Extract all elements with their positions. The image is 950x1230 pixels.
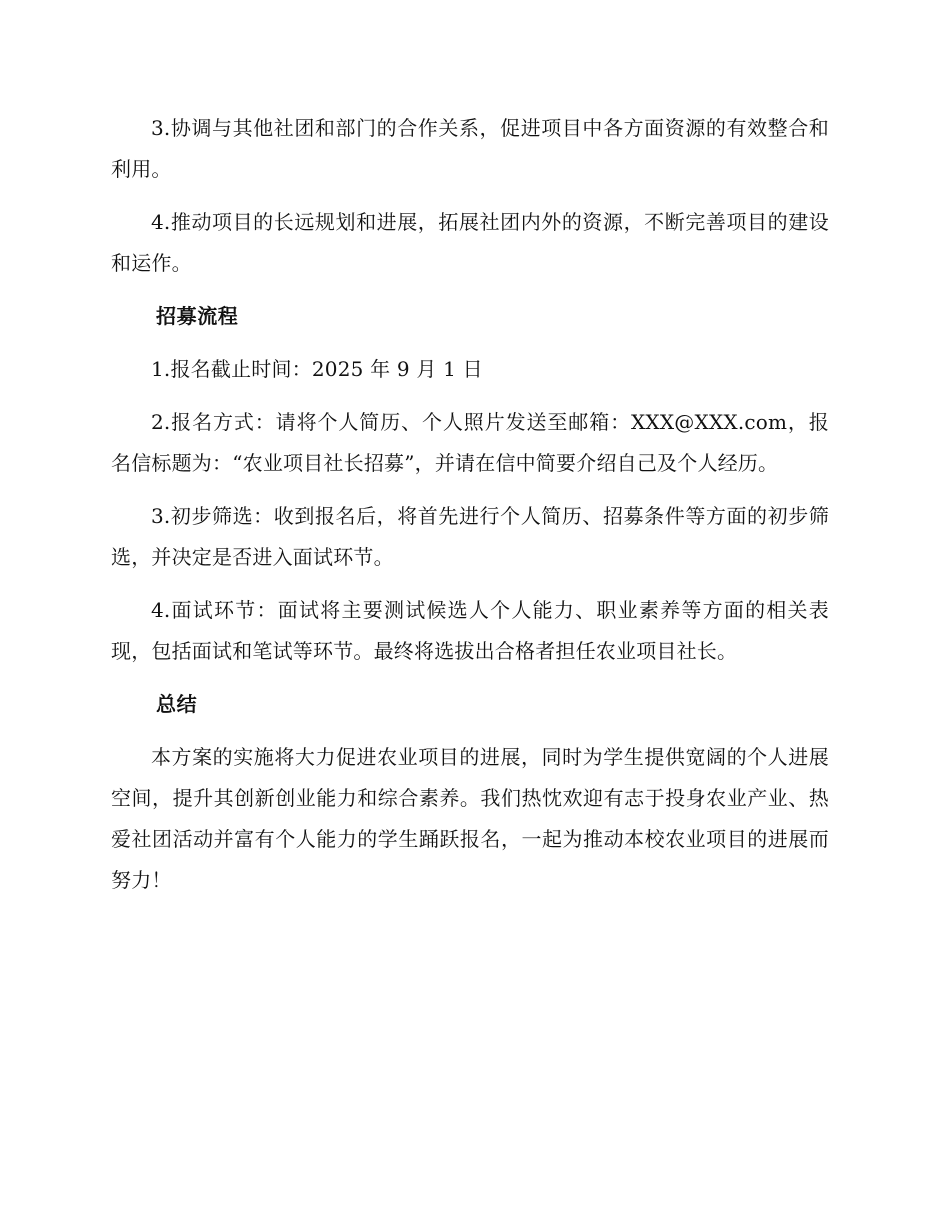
section-heading-recruitment: 招募流程 [156,304,239,328]
summary-paragraph: 本方案的实施将大力促进农业项目的进展，同时为学生提供宽阔的个人进展空间，提升其创新创业能力和综合素养。我们热忱欢迎有志于投身农业产业、热爱社团活动并富有个人能力的学生踊跃报名，一起为推动本校农业项目的进展而努力！ [111,745,829,892]
paragraph-coordinate-cooperation: 3.协调与其他社团和部门的合作关系，促进项目中各方面资源的有效整合和利用。 [111,116,829,181]
paragraph-long-term-planning: 4.推动项目的长远规划和进展，拓展社团内外的资源，不断完善项目的建设和运作。 [111,210,829,275]
document-body [111,108,829,913]
recruitment-item-application-method: 2.报名方式：请将个人简历、个人照片发送至邮箱：XXX@XXX.com，报名信标题为：“农业项目社长招募”，并请在信中简要介绍自己及个人经历。 [111,410,829,475]
section-heading-summary: 总结 [156,692,198,716]
recruitment-item-interview: 4.面试环节：面试将主要测试候选人个人能力、职业素养等方面的相关表现，包括面试和笔试等环节。最终将选拔出合格者担任农业项目社长。 [111,598,829,663]
recruitment-item-deadline: 1.报名截止时间：2025 年 9 月 1 日 [151,357,483,381]
recruitment-item-screening: 3.初步筛选：收到报名后，将首先进行个人简历、招募条件等方面的初步筛选，并决定是否进入面试环节。 [111,504,829,569]
